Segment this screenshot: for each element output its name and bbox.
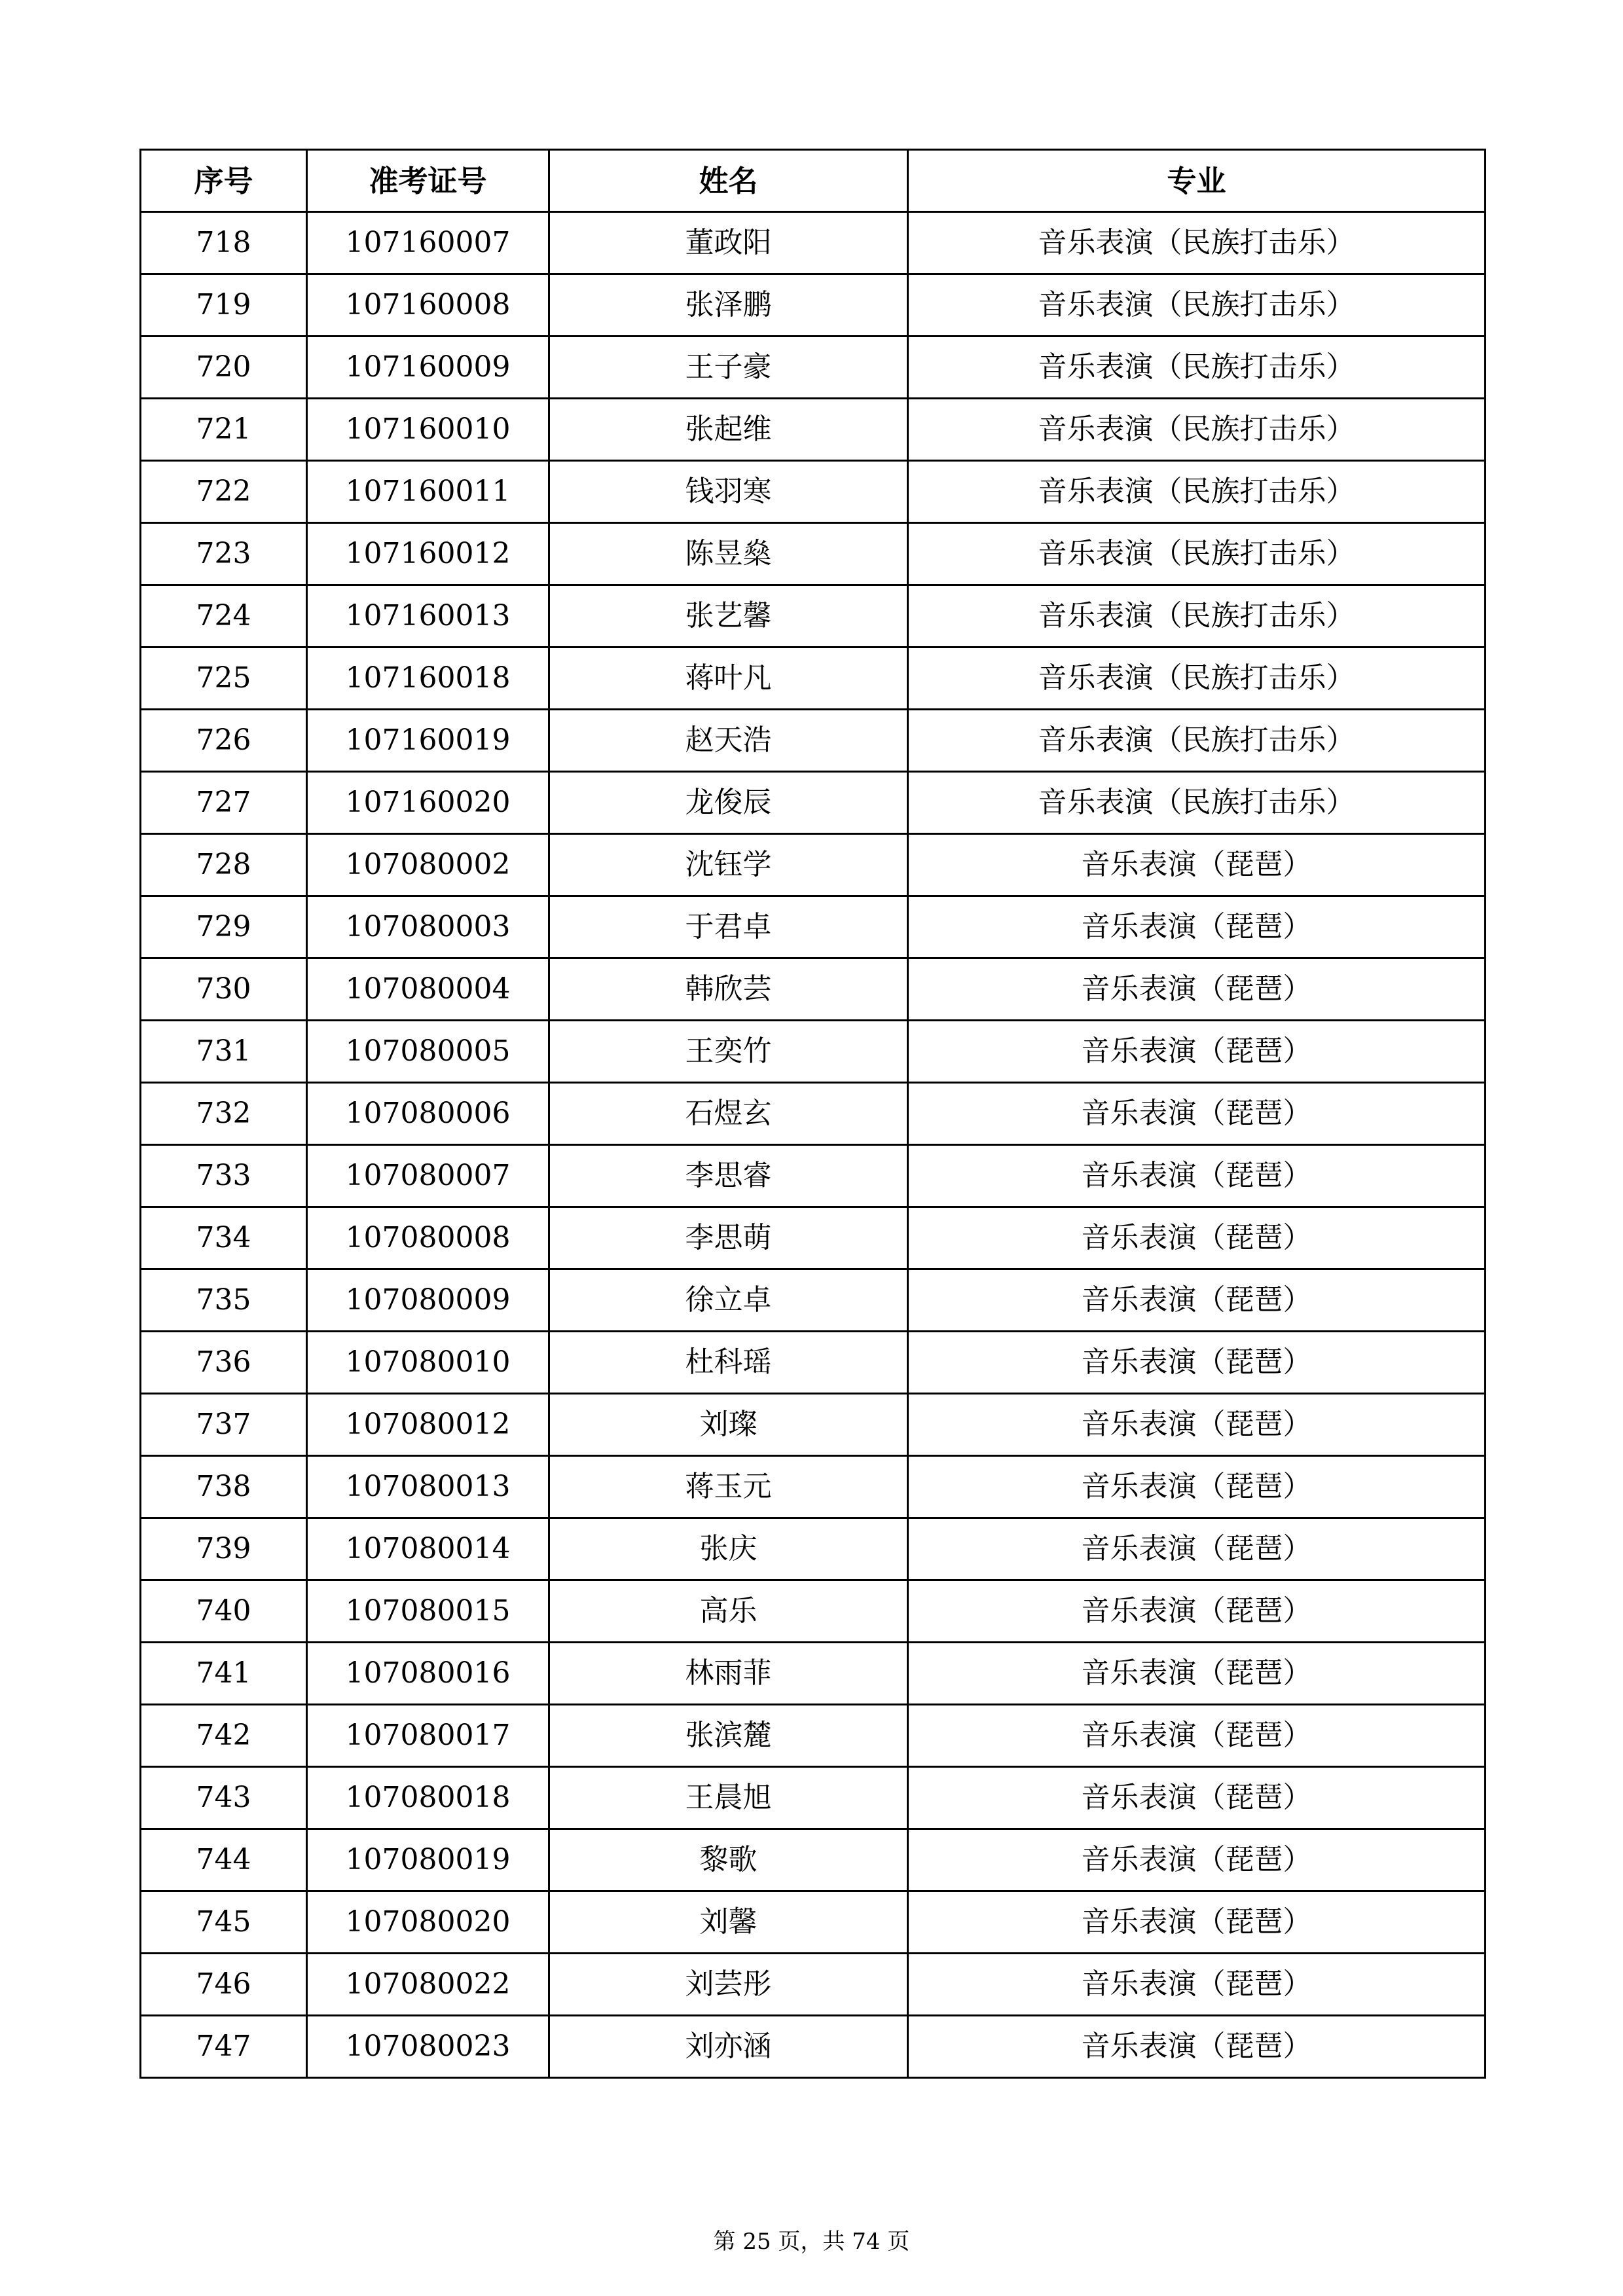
cell-exam-ticket-number: 107160010: [307, 399, 549, 461]
cell-major: 音乐表演（琵琶）: [908, 1643, 1486, 1705]
cell-name: 张庆: [549, 1518, 908, 1580]
cell-major: 音乐表演（琵琶）: [908, 1207, 1486, 1269]
cell-serial-number: 734: [141, 1207, 307, 1269]
cell-serial-number: 725: [141, 647, 307, 710]
cell-major: 音乐表演（琵琶）: [908, 1829, 1486, 1891]
cell-exam-ticket-number: 107080020: [307, 1891, 549, 1954]
table-row: [141, 585, 1486, 647]
cell-name: 刘璨: [549, 1394, 908, 1456]
cell-exam-ticket-number: 107080010: [307, 1332, 549, 1394]
cell-serial-number: 730: [141, 958, 307, 1021]
table-row: [141, 1145, 1486, 1207]
cell-name: 韩欣芸: [549, 958, 908, 1021]
cell-exam-ticket-number: 107080014: [307, 1518, 549, 1580]
table-row: [141, 647, 1486, 710]
cell-serial-number: 729: [141, 896, 307, 958]
cell-name: 石煜玄: [549, 1083, 908, 1145]
table-row: [141, 1891, 1486, 1954]
cell-serial-number: 718: [141, 212, 307, 274]
cell-major: 音乐表演（琵琶）: [908, 1705, 1486, 1767]
header-name: 姓名: [549, 150, 908, 212]
cell-exam-ticket-number: 107160018: [307, 647, 549, 710]
cell-major: 音乐表演（琵琶）: [908, 1767, 1486, 1829]
table-row: [141, 1456, 1486, 1518]
cell-exam-ticket-number: 107160012: [307, 523, 549, 585]
cell-name: 黎歌: [549, 1829, 908, 1891]
table-row: [141, 1954, 1486, 2016]
cell-exam-ticket-number: 107160019: [307, 710, 549, 772]
cell-major: 音乐表演（琵琶）: [908, 958, 1486, 1021]
cell-name: 陈昱燊: [549, 523, 908, 585]
table-row: [141, 523, 1486, 585]
cell-name: 王奕竹: [549, 1021, 908, 1083]
cell-name: 张泽鹏: [549, 274, 908, 337]
cell-exam-ticket-number: 107160013: [307, 585, 549, 647]
cell-serial-number: 741: [141, 1643, 307, 1705]
table-row: [141, 2016, 1486, 2078]
cell-name: 钱羽寒: [549, 461, 908, 523]
cell-serial-number: 733: [141, 1145, 307, 1207]
cell-major: 音乐表演（琵琶）: [908, 896, 1486, 958]
table-row: [141, 896, 1486, 958]
cell-major: 音乐表演（民族打击乐）: [908, 399, 1486, 461]
table-row: [141, 834, 1486, 896]
cell-name: 刘亦涵: [549, 2016, 908, 2078]
page-footer: [0, 2223, 1623, 2255]
cell-major: 音乐表演（民族打击乐）: [908, 772, 1486, 834]
cell-serial-number: 720: [141, 337, 307, 399]
cell-exam-ticket-number: 107080023: [307, 2016, 549, 2078]
table-row: [141, 274, 1486, 337]
cell-exam-ticket-number: 107160020: [307, 772, 549, 834]
cell-serial-number: 739: [141, 1518, 307, 1580]
document-page: [139, 149, 1484, 2079]
cell-exam-ticket-number: 107080017: [307, 1705, 549, 1767]
cell-name: 沈钰学: [549, 834, 908, 896]
cell-serial-number: 723: [141, 523, 307, 585]
cell-serial-number: 742: [141, 1705, 307, 1767]
table-row: [141, 1021, 1486, 1083]
cell-exam-ticket-number: 107160007: [307, 212, 549, 274]
table-row: [141, 1083, 1486, 1145]
cell-exam-ticket-number: 107080019: [307, 1829, 549, 1891]
cell-serial-number: 728: [141, 834, 307, 896]
table-row: [141, 1643, 1486, 1705]
cell-serial-number: 727: [141, 772, 307, 834]
cell-major: 音乐表演（琵琶）: [908, 1021, 1486, 1083]
cell-name: 林雨菲: [549, 1643, 908, 1705]
cell-name: 董政阳: [549, 212, 908, 274]
table-row: [141, 1269, 1486, 1332]
cell-serial-number: 745: [141, 1891, 307, 1954]
cell-name: 张滨麓: [549, 1705, 908, 1767]
table-row: [141, 1580, 1486, 1643]
cell-exam-ticket-number: 107080009: [307, 1269, 549, 1332]
table-row: [141, 212, 1486, 274]
header-exam-ticket-number: 准考证号: [307, 150, 549, 212]
cell-serial-number: 724: [141, 585, 307, 647]
cell-major: 音乐表演（琵琶）: [908, 1332, 1486, 1394]
table-row: [141, 399, 1486, 461]
cell-major: 音乐表演（民族打击乐）: [908, 710, 1486, 772]
cell-exam-ticket-number: 107080022: [307, 1954, 549, 2016]
table-row: [141, 337, 1486, 399]
cell-major: 音乐表演（琵琶）: [908, 2016, 1486, 2078]
cell-name: 蒋玉元: [549, 1456, 908, 1518]
table-header: [141, 150, 1486, 212]
cell-exam-ticket-number: 107080005: [307, 1021, 549, 1083]
cell-major: 音乐表演（琵琶）: [908, 1083, 1486, 1145]
cell-name: 赵天浩: [549, 710, 908, 772]
cell-name: 蒋叶凡: [549, 647, 908, 710]
cell-major: 音乐表演（琵琶）: [908, 1518, 1486, 1580]
table-row: [141, 1829, 1486, 1891]
cell-name: 于君卓: [549, 896, 908, 958]
cell-major: 音乐表演（民族打击乐）: [908, 585, 1486, 647]
cell-exam-ticket-number: 107080016: [307, 1643, 549, 1705]
table-row: [141, 1394, 1486, 1456]
cell-name: 徐立卓: [549, 1269, 908, 1332]
cell-exam-ticket-number: 107080012: [307, 1394, 549, 1456]
cell-exam-ticket-number: 107160008: [307, 274, 549, 337]
cell-exam-ticket-number: 107080003: [307, 896, 549, 958]
cell-major: 音乐表演（民族打击乐）: [908, 523, 1486, 585]
cell-serial-number: 740: [141, 1580, 307, 1643]
cell-major: 音乐表演（民族打击乐）: [908, 337, 1486, 399]
cell-major: 音乐表演（民族打击乐）: [908, 647, 1486, 710]
candidate-table: [139, 149, 1486, 2079]
cell-exam-ticket-number: 107160009: [307, 337, 549, 399]
table-row: [141, 772, 1486, 834]
cell-major: 音乐表演（民族打击乐）: [908, 274, 1486, 337]
cell-name: 刘馨: [549, 1891, 908, 1954]
cell-name: 刘芸彤: [549, 1954, 908, 2016]
cell-exam-ticket-number: 107080018: [307, 1767, 549, 1829]
cell-major: 音乐表演（琵琶）: [908, 1954, 1486, 2016]
cell-exam-ticket-number: 107080007: [307, 1145, 549, 1207]
table-row: [141, 710, 1486, 772]
header-serial-number: 序号: [141, 150, 307, 212]
table-body: [141, 212, 1486, 2078]
cell-exam-ticket-number: 107080008: [307, 1207, 549, 1269]
header-row: [141, 150, 1486, 212]
table-row: [141, 1518, 1486, 1580]
table-row: [141, 1705, 1486, 1767]
cell-name: 杜科瑶: [549, 1332, 908, 1394]
cell-name: 王子豪: [549, 337, 908, 399]
cell-serial-number: 746: [141, 1954, 307, 2016]
cell-serial-number: 744: [141, 1829, 307, 1891]
cell-serial-number: 731: [141, 1021, 307, 1083]
cell-name: 张起维: [549, 399, 908, 461]
cell-serial-number: 735: [141, 1269, 307, 1332]
cell-name: 王晨旭: [549, 1767, 908, 1829]
cell-exam-ticket-number: 107080004: [307, 958, 549, 1021]
cell-name: 高乐: [549, 1580, 908, 1643]
cell-major: 音乐表演（琵琶）: [908, 1891, 1486, 1954]
cell-major: 音乐表演（民族打击乐）: [908, 461, 1486, 523]
cell-exam-ticket-number: 107160011: [307, 461, 549, 523]
cell-serial-number: 726: [141, 710, 307, 772]
cell-serial-number: 737: [141, 1394, 307, 1456]
cell-major: 音乐表演（琵琶）: [908, 834, 1486, 896]
table-row: [141, 1332, 1486, 1394]
cell-major: 音乐表演（琵琶）: [908, 1456, 1486, 1518]
cell-serial-number: 738: [141, 1456, 307, 1518]
table-row: [141, 1767, 1486, 1829]
cell-exam-ticket-number: 107080006: [307, 1083, 549, 1145]
cell-name: 龙俊辰: [549, 772, 908, 834]
cell-exam-ticket-number: 107080002: [307, 834, 549, 896]
cell-major: 音乐表演（琵琶）: [908, 1145, 1486, 1207]
cell-serial-number: 747: [141, 2016, 307, 2078]
cell-serial-number: 736: [141, 1332, 307, 1394]
cell-serial-number: 722: [141, 461, 307, 523]
table-row: [141, 461, 1486, 523]
header-major: 专业: [908, 150, 1486, 212]
cell-major: 音乐表演（民族打击乐）: [908, 212, 1486, 274]
cell-serial-number: 743: [141, 1767, 307, 1829]
cell-serial-number: 721: [141, 399, 307, 461]
table-row: [141, 958, 1486, 1021]
cell-name: 李思萌: [549, 1207, 908, 1269]
cell-major: 音乐表演（琵琶）: [908, 1394, 1486, 1456]
cell-serial-number: 732: [141, 1083, 307, 1145]
cell-exam-ticket-number: 107080013: [307, 1456, 549, 1518]
table-row: [141, 1207, 1486, 1269]
cell-serial-number: 719: [141, 274, 307, 337]
cell-exam-ticket-number: 107080015: [307, 1580, 549, 1643]
page-number-text: 第 25 页，共 74 页: [713, 2229, 910, 2255]
cell-name: 张艺馨: [549, 585, 908, 647]
cell-major: 音乐表演（琵琶）: [908, 1580, 1486, 1643]
cell-name: 李思睿: [549, 1145, 908, 1207]
cell-major: 音乐表演（琵琶）: [908, 1269, 1486, 1332]
